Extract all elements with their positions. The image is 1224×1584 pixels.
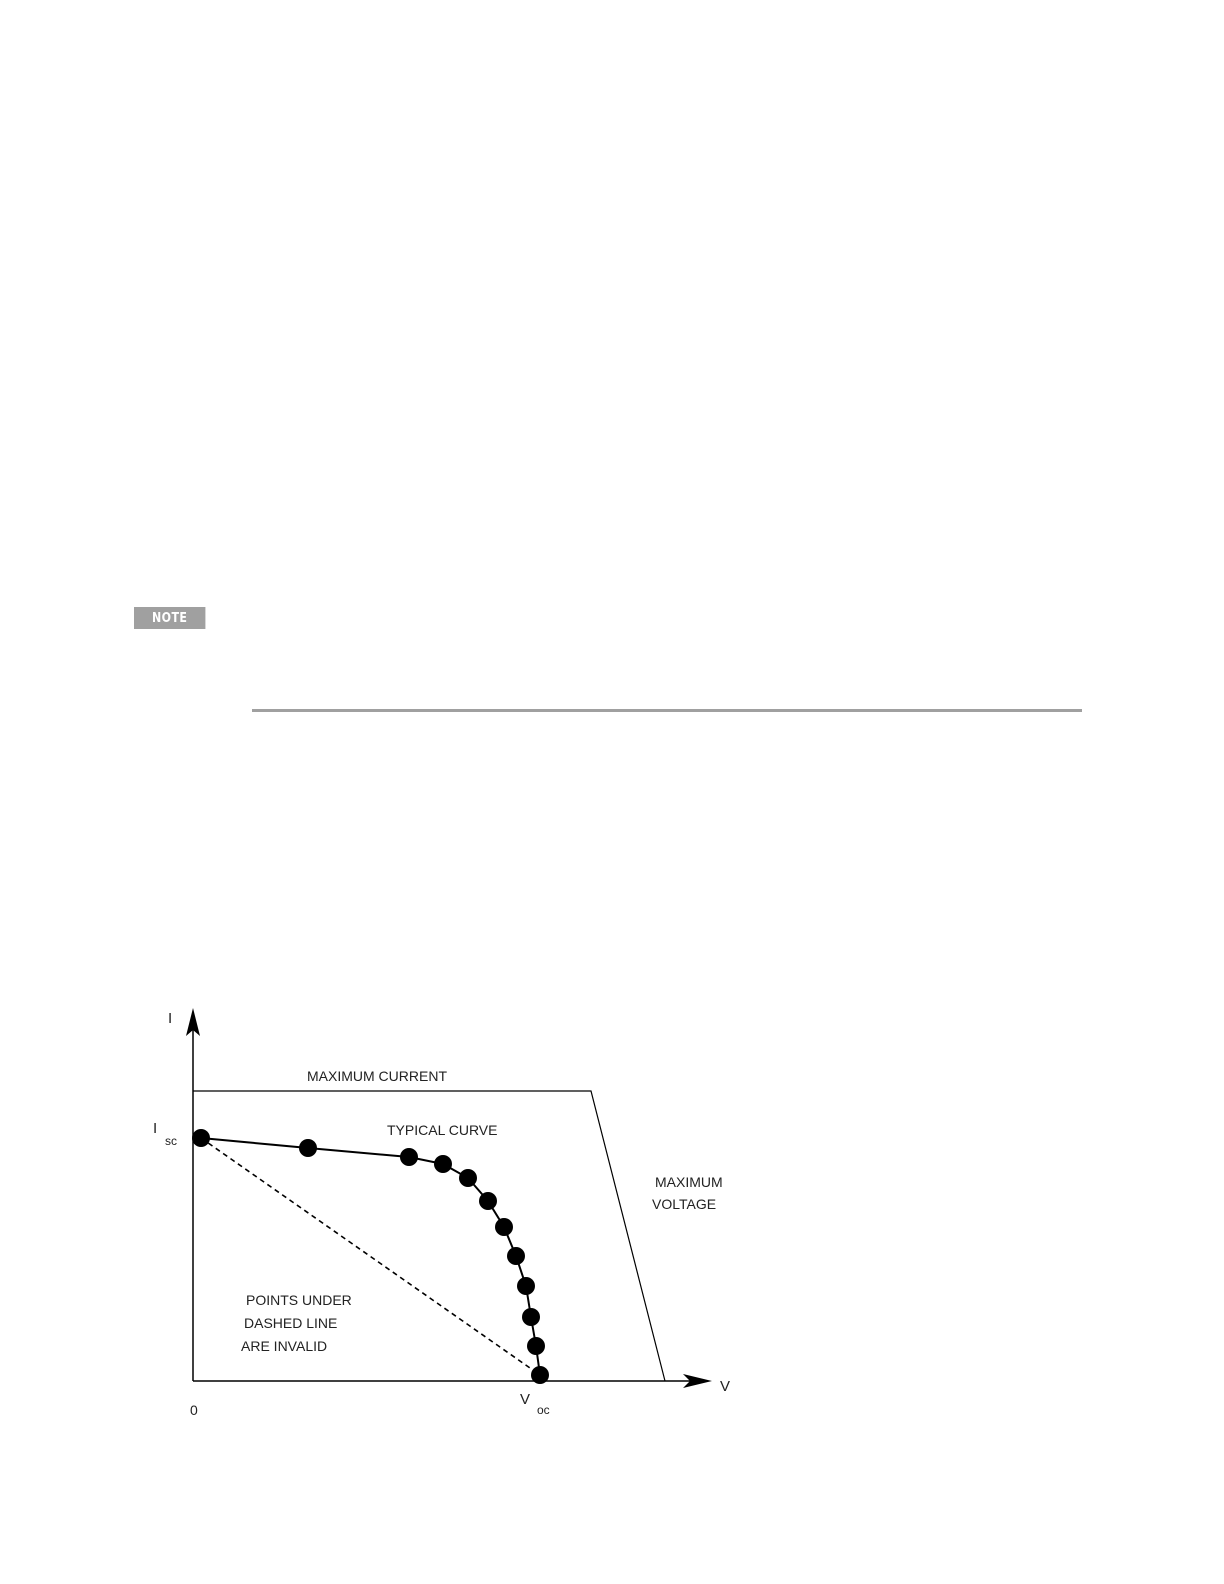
curve-point (527, 1337, 545, 1355)
curve-point (192, 1129, 210, 1147)
curve-point (459, 1169, 477, 1187)
typical-curve-label: TYPICAL CURVE (387, 1122, 498, 1138)
invalid-points-label-line3: ARE INVALID (241, 1338, 328, 1354)
isc-label-subscript: sc (165, 1134, 177, 1148)
isc-label: I (153, 1120, 158, 1137)
curve-point (434, 1155, 452, 1173)
max-current-label: MAXIMUM CURRENT (307, 1068, 447, 1084)
curve-point (522, 1308, 540, 1326)
curve-point (400, 1148, 418, 1166)
invalid-points-label-line1: POINTS UNDER (246, 1292, 352, 1308)
note-badge-label: NOTE (151, 610, 188, 626)
x-axis-label: V (720, 1378, 731, 1395)
curve-point (531, 1366, 549, 1384)
invalid-points-label-line2: DASHED LINE (244, 1315, 338, 1331)
max-voltage-label-line1: MAXIMUM (655, 1174, 723, 1190)
y-axis-label: I (168, 1010, 173, 1027)
curve-point (507, 1247, 525, 1265)
curve-point (479, 1192, 497, 1210)
origin-label: 0 (190, 1402, 198, 1418)
voc-label-subscript: oc (537, 1403, 550, 1417)
curve-point (517, 1277, 535, 1295)
voc-label: V (520, 1391, 531, 1408)
max-voltage-label-line2: VOLTAGE (652, 1196, 717, 1212)
curve-point (495, 1218, 513, 1236)
curve-point (299, 1139, 317, 1157)
